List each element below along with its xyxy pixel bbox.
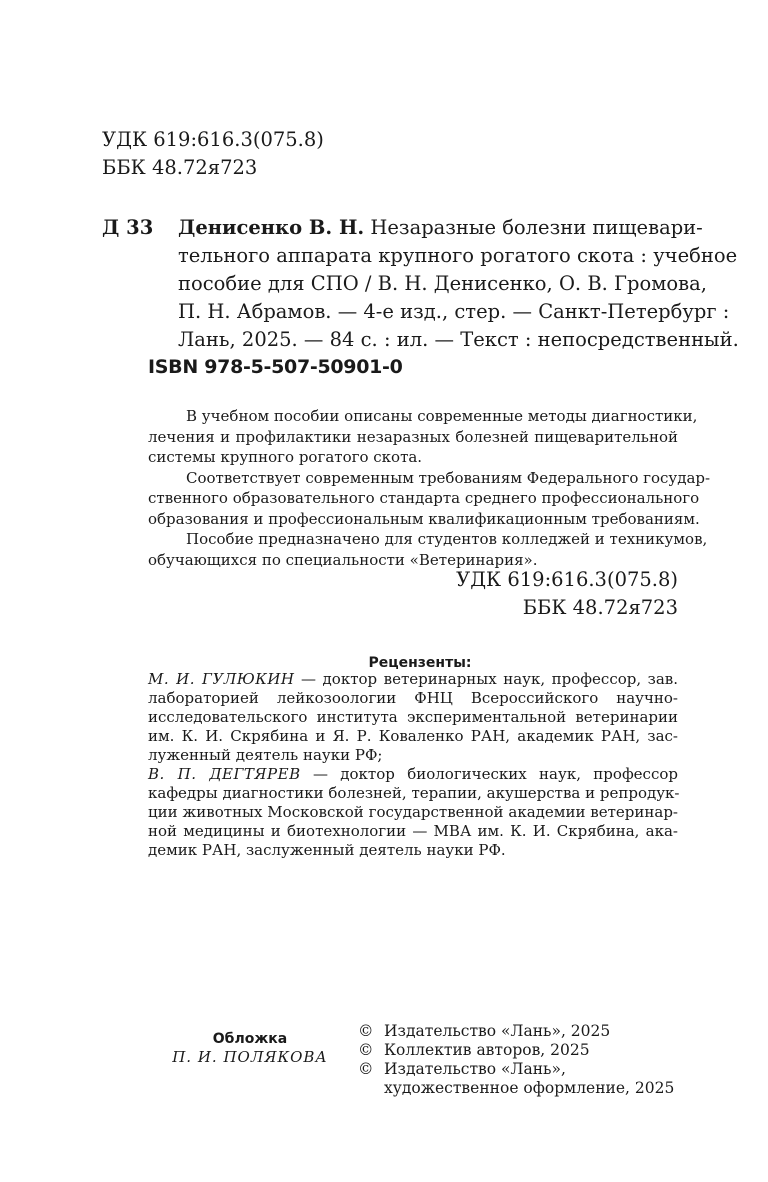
reviewer-line: кафедры диагностики болезней, терапии, акушерства и репродук-	[148, 784, 680, 802]
abstract-line: Пособие предназначено для студентов колледжей и техникумов,	[186, 530, 708, 548]
entry-line	[178, 214, 703, 242]
cover-label: Обложка	[212, 1031, 288, 1047]
abstract-line: образования и профессиональным квалификационным требованиям.	[148, 509, 700, 528]
reviewer-line	[148, 765, 678, 784]
classification-right	[456, 566, 678, 622]
reviewer-line	[148, 670, 678, 689]
bibliographic-entry	[178, 214, 739, 354]
cover-credit	[168, 1030, 332, 1066]
bbk-code: ББК 48.72я723	[102, 156, 258, 179]
cover-artist: П. И. ПОЛЯКОВА	[172, 1048, 328, 1066]
abstract	[148, 406, 711, 570]
reviewer-line: им. К. И. Скрябина и Я. Р. Коваленко РАН, академик РАН, зас-	[148, 727, 678, 745]
abstract-line: лечения и профилактики незаразных болезней пищеварительной	[148, 427, 678, 446]
copyright-icon: ©	[358, 1060, 374, 1078]
reviewers-title: Рецензенты:	[368, 655, 472, 671]
reviewer-line: луженный деятель науки РФ;	[148, 746, 383, 764]
entry-line: Лань, 2025. — 84 с. : ил. — Текст : непосредственный.	[178, 328, 739, 351]
reviewer-line: лабораторией лейкозоологии ФНЦ Всероссийского научно-	[148, 689, 678, 707]
reviewer-text: — доктор биологических наук, профессор	[300, 765, 678, 783]
reviewer-name: М. И. ГУЛЮКИН	[148, 670, 295, 688]
copyright-line	[358, 1060, 674, 1079]
copyright-text: Издательство «Лань»,	[384, 1060, 566, 1078]
abstract-line: Соответствует современным требованиям Федерального государ-	[186, 468, 711, 487]
copyright-line	[358, 1079, 674, 1098]
reviewer-line: демик РАН, заслуженный деятель науки РФ.	[148, 841, 506, 859]
classification-top	[102, 126, 324, 182]
entry-line: П. Н. Абрамов. — 4-е изд., стер. — Санкт-Петербург :	[178, 300, 730, 323]
copyright-text: художественное оформление, 2025	[384, 1079, 675, 1097]
copyright-icon: ©	[358, 1041, 374, 1059]
entry-title-start: Незаразные болезни пищевари-	[364, 216, 703, 239]
entry-line: тельного аппарата крупного рогатого скота : учебное	[178, 244, 738, 267]
reviewer-name: В. П. ДЕГТЯРЕВ	[148, 765, 301, 783]
copyright-line	[358, 1041, 674, 1060]
copyright-block	[358, 1022, 674, 1098]
copyright-icon: ©	[358, 1022, 374, 1040]
copyright-text: Коллектив авторов, 2025	[384, 1041, 590, 1059]
udc-code: УДК 619:616.3(075.8)	[102, 128, 324, 151]
abstract-line: ственного образовательного стандарта среднего профессионального	[148, 489, 700, 507]
reviewer-text: — доктор ветеринарных наук, профессор, зав.	[294, 670, 678, 688]
reviewer-line: ной медицины и биотехнологии — МВА им. К. И. Скрябина, ака-	[148, 822, 678, 840]
copyright-line	[358, 1022, 674, 1041]
author-code: Д 33	[102, 216, 154, 239]
copyright-spacer	[358, 1079, 384, 1098]
abstract-line: обучающихся по специальности «Ветеринария».	[148, 550, 538, 569]
abstract-line: В учебном пособии описаны современные методы диагностики,	[186, 407, 698, 425]
abstract-line: системы крупного рогатого скота.	[148, 448, 423, 466]
entry-line: пособие для СПО / В. Н. Денисенко, О. В. Громова,	[178, 272, 707, 295]
reviewer-line: ции животных Московской государственной академии ветеринар-	[148, 803, 678, 821]
reviewer-line: исследовательского института экспериментальной ветеринарии	[148, 708, 678, 726]
entry-author: Денисенко В. Н.	[178, 216, 365, 239]
copyright-text: Издательство «Лань», 2025	[384, 1022, 611, 1040]
bbk-code: ББК 48.72я723	[522, 596, 678, 619]
udc-code: УДК 619:616.3(075.8)	[456, 568, 678, 591]
isbn: ISBN 978-5-507-50901-0	[148, 356, 403, 378]
reviewers-list	[148, 670, 678, 860]
